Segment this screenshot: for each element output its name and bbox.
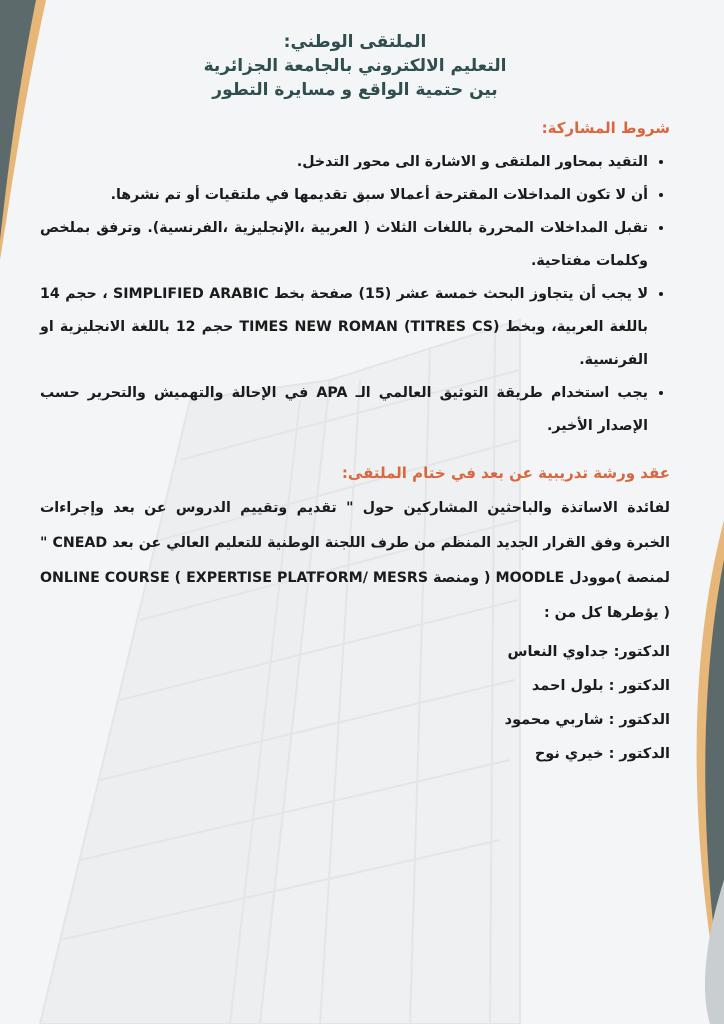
condition-item: • أن لا تكون المداخلات المقترحة أعمالا سبق تقديمها في ملتقيات أو تم نشرها. [40, 179, 648, 212]
trainer-item: الدكتور : شاربي محمود [504, 712, 670, 728]
condition-item: • التقيد بمحاور الملتقى و الاشارة الى محور التدخل. [40, 146, 648, 179]
title-line-1: الملتقى الوطني: [283, 32, 427, 52]
trainer-item: الدكتور: جداوي النعاس [507, 644, 670, 660]
trainer-item: الدكتور : بلول احمد [531, 678, 670, 694]
condition-item: • يجب استخدام طريقة التوثيق العالمي الـ APA في الإحالة والتهميش والتحرير حسب الإصدار الأخير. [40, 377, 648, 443]
trainer-item: الدكتور : خيري نوح [534, 746, 670, 762]
conditions-heading: شروط المشاركة: [541, 119, 670, 137]
condition-item: • تقبل المداخلات المحررة باللغات الثلاث ( العربية ،الإنجليزية ،الفرنسية). وترفق بملخص وكلمات مفتاحية. [40, 212, 648, 278]
workshop-heading: عقد ورشة تدريبية عن بعد في ختام الملتقى: [341, 464, 670, 482]
conditions-list [40, 146, 670, 443]
document-page [40, 30, 670, 771]
workshop-paragraph: لفائدة الاساتذة والباحثين المشاركين حول " تقديم وتقييم الدروس عن بعد وإجراءات الخبرة وفق القرار الجديد المنظم من طرف اللجنة الوطنية للتعليم العالي عن بعد CNEAD " لمنصة )موودل MOODLE ( ومنصة ONLINE COURSE ( EXPERTISE PLATFORM/ MESRS ) يؤطرها كل من : [40, 500, 671, 621]
title-line-3: بين حتمية الواقع و مسايرة التطور [212, 80, 498, 100]
conference-title [40, 30, 670, 102]
title-line-2: التعليم الالكتروني بالجامعة الجزائرية [203, 56, 507, 76]
condition-item: • لا يجب أن يتجاوز البحث خمسة عشر (15) صفحة بخط SIMPLIFIED ARABIC ، حجم 14 باللغة العربية، وبخط TIMES NEW ROMAN (TITRES CS) حجم 12 باللغة الانجليزية او الفرنسية. [40, 278, 648, 377]
trainers-list [40, 635, 670, 771]
